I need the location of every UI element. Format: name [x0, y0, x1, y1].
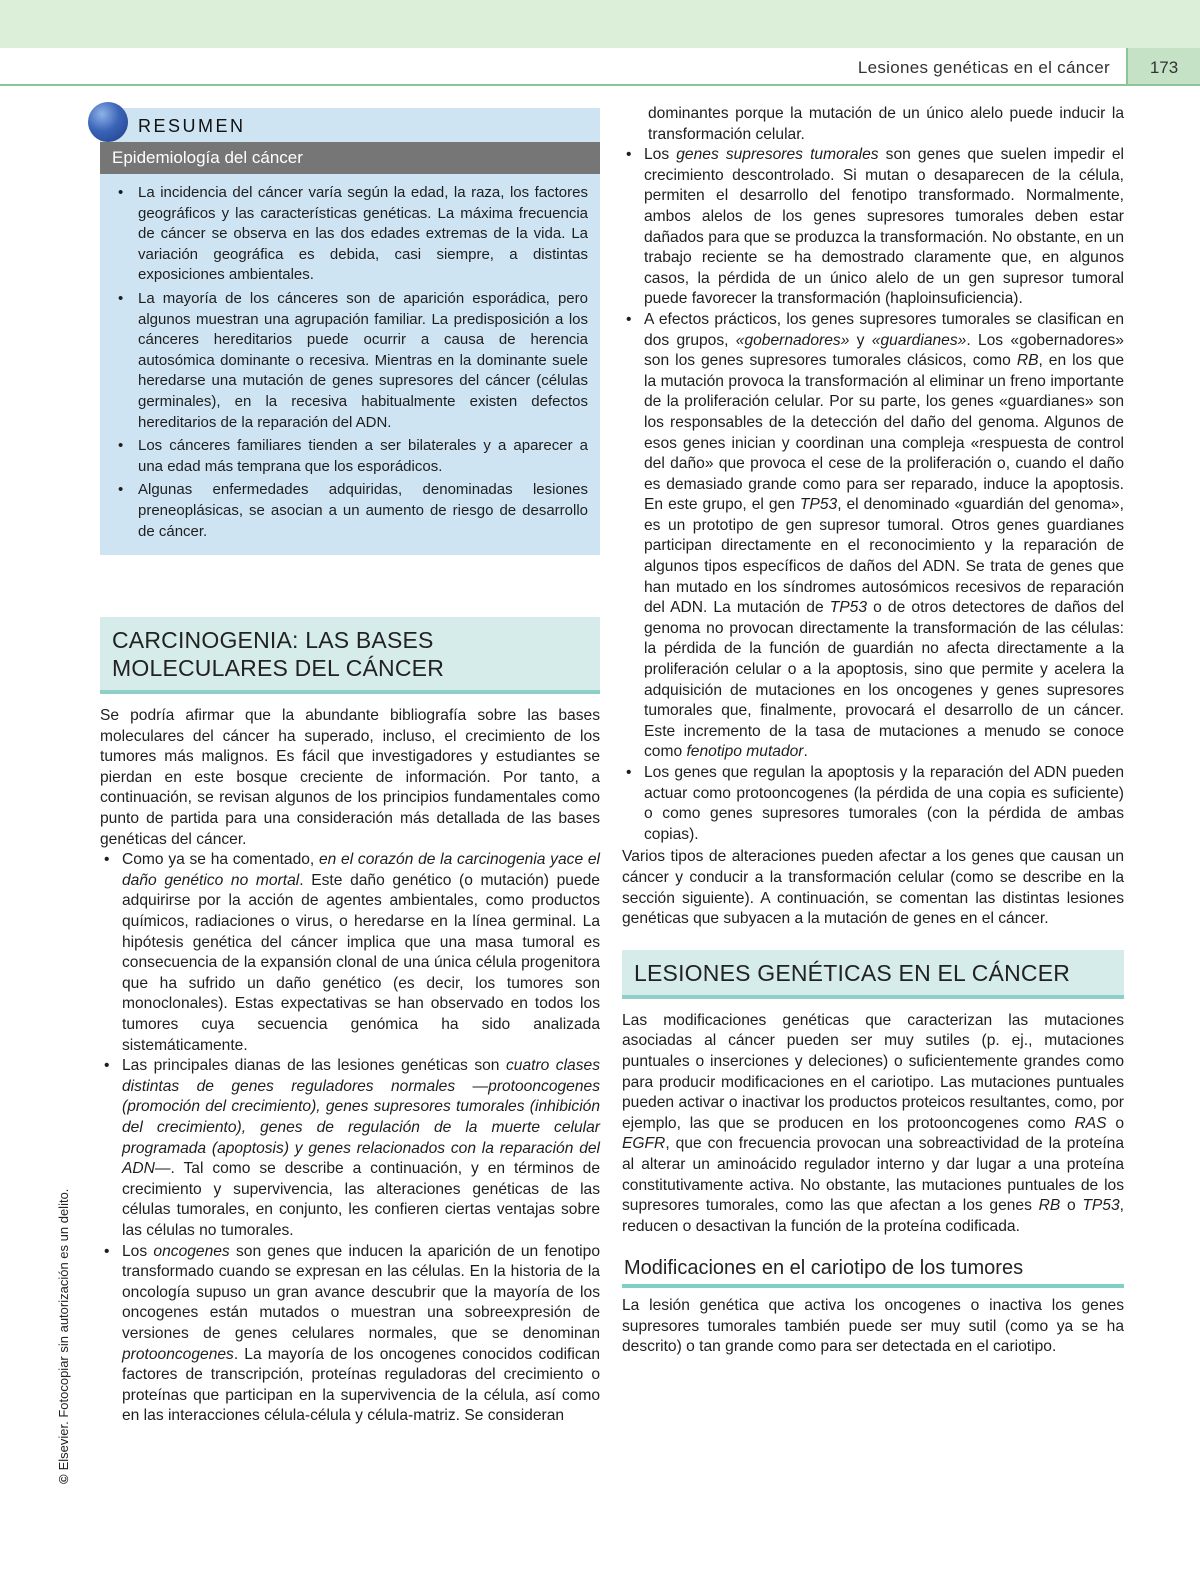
- summary-box: [100, 108, 600, 555]
- list-item: • Las principales dianas de las lesiones genéticas son cuatro clases distintas de genes reguladores normales —protooncogenes (promoción del crecimiento), genes supresores tumorales (inhibición del crecimiento), genes de regulación de la muerte celular programada (apoptosis) y genes relacionados con la reparación del ADN—. Tal como se describe a continuación, y en términos de crecimiento y supervivencia, las alteraciones genéticas de las células tumorales, en conjunto, les confieren ciertas ventajas sobre las células no tumorales.: [100, 1056, 600, 1241]
- summary-item: • Los cánceres familiares tienden a ser bilaterales y a aparecer a una edad más temprana que los esporádicos.: [116, 436, 588, 477]
- cariotipo-paragraph: La lesión genética que activa los oncogenes o inactiva los genes supresores tumorales también puede ser muy sutil (como ya se ha descrito) o tan grande como para ser detectada en el cariotipo.: [622, 1297, 1124, 1356]
- continued-list: [622, 104, 1124, 845]
- right-column: [622, 104, 1124, 1358]
- copyright-text: Elsevier. Fotocopiar sin autorización es un delito.: [56, 1188, 71, 1471]
- running-header: [0, 48, 1200, 86]
- copyright-symbol: ©: [56, 1474, 71, 1484]
- copyright-side-note: [56, 1189, 71, 1484]
- left-column: [100, 108, 600, 1427]
- top-color-band: [0, 0, 1200, 48]
- section-heading-carcinogenia: CARCINOGENIA: LAS BASES MOLECULARES DEL CÁNCER: [100, 617, 600, 694]
- list-item: • Los genes que regulan la apoptosis y la reparación del ADN pueden actuar como protooncogenes (la pérdida de una copia es suficiente) o como genes supresores tumorales (con la pérdida de ambas copias).: [622, 763, 1124, 845]
- list-item: • Los oncogenes son genes que inducen la aparición de un fenotipo transformado cuando se expresan en las células. En la historia de la oncología supuso un gran avance descubrir que la mayoría de los oncogenes están mutados o muestran una sobreexpresión de versiones de genes celulares normales, que se denominan protooncogenes. La mayoría de los oncogenes conocidos codifican factores de transcripción, proteínas reguladoras del crecimiento o proteínas que participan en la supervivencia de la célula, así como en las interacciones célula-célula y célula-matriz. Se consideran: [100, 1242, 600, 1427]
- summary-title: RESUMEN: [138, 116, 246, 136]
- summary-header: [100, 108, 600, 142]
- list-item: • Los genes supresores tumorales son genes que suelen impedir el crecimiento descontrolado. Si mutan o desaparecen de la célula, permiten el desarrollo del fenotipo transformado. Normalmente, ambos alelos de los genes supresores tumorales deben estar dañados para que se produzca la transformación. No obstante, en un trabajo reciente se ha demostrado claramente que, en algunos casos, la pérdida de un único alelo de un gen supresor tumoral puede favorecer la transformación (haploinsuficiencia).: [622, 145, 1124, 310]
- intro-paragraph: Se podría afirmar que la abundante bibliografía sobre las bases moleculares del cáncer ha superado, incluso, el crecimiento de los tumores más malignos. Es fácil que investigadores y estudiantes se pierdan en este bosque creciente de información. Por tanto, a continuación, se revisan algunos de los principios fundamentales como punto de partida para una consideración más detallada de las bases genéticas del cáncer.: [100, 707, 600, 848]
- summary-item: • Algunas enfermedades adquiridas, denominadas lesiones preneoplásicas, se asocian a un aumento de riesgo de desarrollo de cáncer.: [116, 480, 588, 542]
- lesiones-paragraph: Las modificaciones genéticas que caracterizan las mutaciones asociadas al cáncer pueden ser muy sutiles (p. ej., mutaciones puntuales o inserciones y deleciones) o suficientemente grandes como para producir modificaciones en el cariotipo. Las mutaciones puntuales pueden activar o inactivar los productos proteicos resultantes, como, por ejemplo, las que se producen en los protooncogenes como RAS o EGFR, que con frecuencia provocan una sobreactividad de la proteína al alterar un aminoácido regulador interno y dar lugar a una proteína constitutivamente activa. No obstante, las mutaciones puntuales de los supresores tumorales, como las que afectan a los genes RB o TP53, reducen o desactivan la función de la proteína codificada.: [622, 1011, 1124, 1235]
- running-title: Lesiones genéticas en el cáncer: [857, 58, 1110, 77]
- list-item-continuation: dominantes porque la mutación de un único alelo puede inducir la transformación celular.: [648, 105, 1124, 143]
- summary-subtitle: Epidemiología del cáncer: [100, 142, 600, 174]
- summary-item: • La incidencia del cáncer varía según la edad, la raza, los factores geográficos y las características genéticas. La máxima frecuencia de cáncer se observa en las dos edades extremas de la vida. La variación geográfica es debida, casi siempre, a distintas exposiciones ambientales.: [116, 183, 588, 286]
- carcinogenia-list: [100, 850, 600, 1427]
- lesiones-intro-paragraph: Varios tipos de alteraciones pueden afectar a los genes que causan un cáncer y conducir a la transformación celular (como se describe en la sección siguiente). A continuación, se comentan las distintas lesiones genéticas que subyacen a la mutación de genes en el cáncer.: [622, 848, 1124, 928]
- page-number: 173: [1126, 48, 1200, 84]
- summary-list: [100, 174, 600, 555]
- section-heading-lesiones: LESIONES GENÉTICAS EN EL CÁNCER: [622, 950, 1124, 999]
- summary-bullet-icon: [88, 102, 128, 142]
- list-item: • A efectos prácticos, los genes supresores tumorales se clasifican en dos grupos, «gobernadores» y «guardianes». Los «gobernadores» son los genes supresores tumorales clásicos, como RB, en los que la mutación provoca la transformación al eliminar un freno importante de la proliferación celular. Por su parte, los genes «guardianes» son los responsables de la detección del daño del genoma. Algunos de esos genes inician y coordinan una compleja «respuesta de control del daño» que provoca el cese de la proliferación o, cuando el daño es demasiado grande como para ser reparado, induce la apoptosis. En este grupo, el gen TP53, el denominado «guardián del genoma», es un prototipo de gen supresor tumoral. Otros genes guardianes participan directamente en el reconocimiento y la reparación de algunos tipos específicos de daños del ADN. Se trata de genes que han mutado en los síndromes autosómicos recesivos de reparación del ADN. La mutación de TP53 o de otros detectores de daños del genoma no provocan directamente la transformación de las células: la pérdida de la función de guardián no afecta directamente a la proliferación celular o a la apoptosis, sino que permite y acelera la adquisición de mutaciones en los oncogenes y genes supresores tumorales que, finalmente, provocará el desarrollo de un cáncer. Este incremento de la tasa de mutaciones a menudo se conoce como fenotipo mutador.: [622, 310, 1124, 763]
- subheading-cariotipo: Modificaciones en el cariotipo de los tumores: [622, 1255, 1124, 1288]
- list-item: • Como ya se ha comentado, en el corazón de la carcinogenia yace el daño genético no mortal. Este daño genético (o mutación) puede adquirirse por la acción de agentes ambientales, como productos químicos, radiaciones o virus, o heredarse en la línea germinal. La hipótesis genética del cáncer implica que una masa tumoral es consecuencia de la expansión clonal de una única célula progenitora que ha sufrido un daño genético (es decir, los tumores son monoclonales). Estas expectativas se han observado en todos los tumores cuya secuencia genómica ha sido analizada sistemáticamente.: [100, 850, 600, 1056]
- summary-item: • La mayoría de los cánceres son de aparición esporádica, pero algunos muestran una agrupación familiar. La predisposición a los cánceres hereditarios puede ocurrir a causa de herencia autosómica dominante o recesiva. Mientras en la dominante suele heredarse una mutación de genes supresores del cáncer (células germinales), en la recesiva habitualmente existen defectos hereditarios de la reparación del ADN.: [116, 289, 588, 433]
